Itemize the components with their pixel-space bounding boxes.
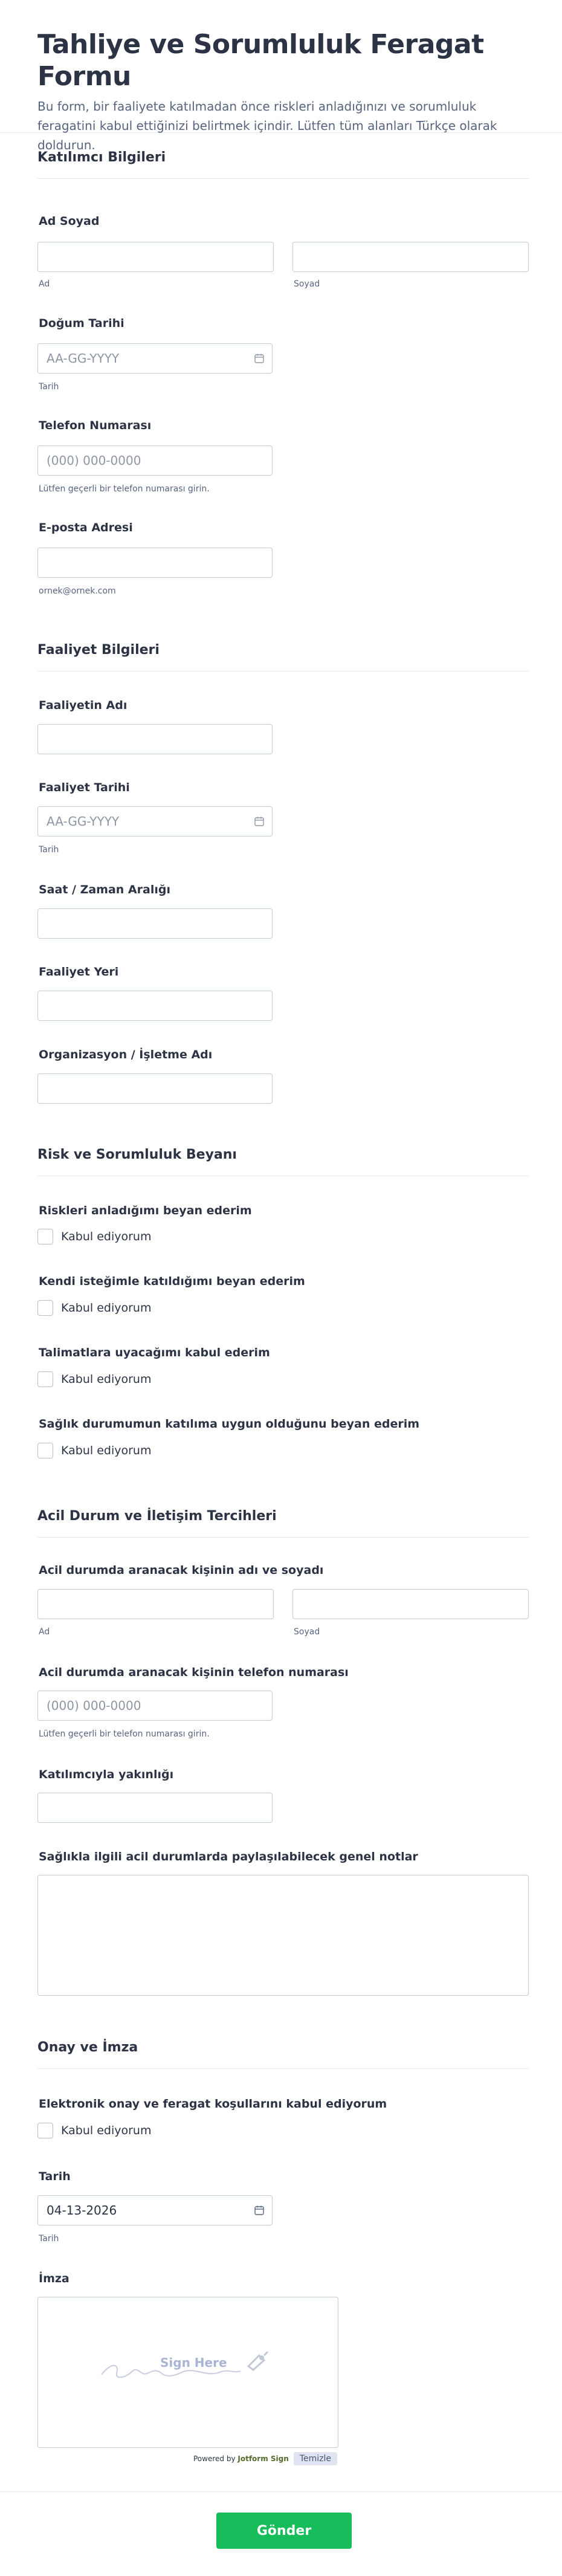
birth-date-label: Doğum Tarihi (39, 317, 124, 330)
contact-phone-input[interactable] (37, 1691, 273, 1721)
sign-here-text: Sign Here (160, 2355, 227, 2370)
contact-name-label: Acil durumda aranacak kişinin adı ve soyadı (39, 1564, 324, 1577)
phone-sub: Lütfen geçerli bir telefon numarası girin. (39, 484, 210, 494)
risk-question: Riskleri anladığımı beyan ederim (39, 1204, 252, 1217)
risk-question: Talimatlara uyacağımı kabul ederim (39, 1346, 270, 1359)
pen-icon (244, 2349, 270, 2371)
consent-date-input[interactable] (37, 2195, 273, 2225)
checkbox-label[interactable]: Kabul ediyorum (61, 2124, 152, 2137)
birth-date-sub: Tarih (39, 382, 59, 392)
email-sub: ornek@ornek.com (39, 586, 116, 596)
activity-date-input[interactable] (37, 806, 273, 837)
contact-phone-label: Acil durumda aranacak kişinin telefon numarası (39, 1666, 349, 1679)
signature-pad[interactable] (37, 2297, 338, 2448)
section-risk (37, 1134, 529, 1176)
org-label: Organizasyon / İşletme Adı (39, 1048, 213, 1061)
consent-checkbox[interactable] (37, 2123, 151, 2138)
section-consent (37, 2027, 529, 2069)
relation-input[interactable] (37, 1793, 273, 1823)
notes-textarea[interactable] (37, 1875, 529, 1996)
activity-date-sub: Tarih (39, 845, 59, 855)
place-label: Faaliyet Yeri (39, 965, 119, 979)
checkbox-label[interactable]: Kabul ediyorum (61, 1230, 152, 1243)
section-title: Katılımcı Bilgileri (37, 150, 166, 165)
checkbox[interactable] (37, 1229, 53, 1244)
contact-last-sub: Soyad (294, 1627, 320, 1637)
contact-phone-sub: Lütfen geçerli bir telefon numarası girin. (39, 1729, 210, 1739)
email-label: E-posta Adresi (39, 521, 133, 534)
form-footer (0, 2491, 562, 2576)
notes-label: Sağlıkla ilgili acil durumlarda paylaşılabilecek genel notlar (39, 1850, 418, 1863)
section-title: Faaliyet Bilgileri (37, 642, 160, 658)
contact-phone-placeholder: (000) 000-0000 (47, 1698, 141, 1713)
contact-first-name-input[interactable] (37, 1589, 274, 1619)
activity-name-label: Faaliyetin Adı (39, 699, 128, 712)
checkbox[interactable] (37, 1371, 53, 1387)
risk-question: Kendi isteğimle katıldığımı beyan ederim (39, 1275, 305, 1288)
birth-date-placeholder: AA-GG-YYYY (47, 351, 120, 366)
section-participant (37, 137, 529, 179)
time-label: Saat / Zaman Aralığı (39, 883, 170, 896)
form-title: Tahliye ve Sorumluluk Feragat Formu (37, 29, 484, 92)
checkbox-label[interactable]: Kabul ediyorum (61, 1373, 152, 1386)
place-input[interactable] (37, 991, 273, 1021)
last-name-input[interactable] (292, 242, 529, 272)
relation-label: Katılımcıyla yakınlığı (39, 1768, 174, 1781)
first-name-sub: Ad (39, 279, 50, 289)
section-activity (37, 629, 529, 672)
org-input[interactable] (37, 1073, 273, 1104)
checkbox[interactable] (37, 1443, 53, 1458)
checkbox[interactable] (37, 1300, 53, 1316)
calendar-icon[interactable] (254, 353, 265, 364)
first-name-input[interactable] (37, 242, 274, 272)
time-input[interactable] (37, 908, 273, 939)
last-name-sub: Soyad (294, 279, 320, 289)
section-emergency (37, 1495, 529, 1538)
phone-placeholder: (000) 000-0000 (47, 453, 141, 468)
checkbox[interactable] (37, 2123, 53, 2138)
powered-by-text: Powered by Jotform Sign (193, 2455, 289, 2463)
section-title: Acil Durum ve İletişim Tercihleri (37, 1509, 277, 1524)
calendar-icon[interactable] (254, 816, 265, 827)
consent-date-label: Tarih (39, 2170, 71, 2183)
phone-label: Telefon Numarası (39, 419, 152, 432)
phone-input[interactable] (37, 445, 273, 476)
form-subtitle: Bu form, bir faaliyete katılmadan önce riskleri anladığınızı ve sorumluluk feragatini kabul ettiğinizi belirtmek içindir. Lütfen tüm alanları Türkçe olarak doldurun. (37, 99, 497, 152)
consent-label: Elektronik onay ve feragat koşullarını kabul ediyorum (39, 2097, 387, 2111)
checkbox-label[interactable]: Kabul ediyorum (61, 1444, 152, 1457)
section-title: Risk ve Sorumluluk Beyanı (37, 1147, 237, 1162)
activity-date-placeholder: AA-GG-YYYY (47, 814, 120, 829)
form-header (0, 0, 562, 152)
risk-checkbox-2[interactable] (37, 1300, 151, 1316)
signature-footer (193, 2452, 337, 2465)
birth-date-input[interactable] (37, 343, 273, 374)
section-title: Onay ve İmza (37, 2040, 138, 2055)
clear-signature-button[interactable]: Temizle (294, 2452, 337, 2465)
name-label: Ad Soyad (39, 215, 100, 228)
consent-date-value: 04-13-2026 (47, 2203, 117, 2218)
contact-first-sub: Ad (39, 1627, 50, 1637)
activity-name-input[interactable] (37, 724, 273, 754)
risk-question: Sağlık durumumun katılıma uygun olduğunu beyan ederim (39, 1417, 420, 1431)
checkbox-label[interactable]: Kabul ediyorum (61, 1301, 152, 1315)
risk-checkbox-1[interactable] (37, 1229, 151, 1244)
contact-last-name-input[interactable] (292, 1589, 529, 1619)
risk-checkbox-3[interactable] (37, 1371, 151, 1387)
consent-date-sub: Tarih (39, 2234, 59, 2244)
activity-date-label: Faaliyet Tarihi (39, 781, 130, 794)
signature-label: İmza (39, 2272, 69, 2285)
calendar-icon[interactable] (254, 2205, 265, 2216)
email-input[interactable] (37, 548, 273, 578)
submit-button[interactable]: Gönder (216, 2513, 352, 2549)
risk-checkbox-4[interactable] (37, 1443, 151, 1458)
